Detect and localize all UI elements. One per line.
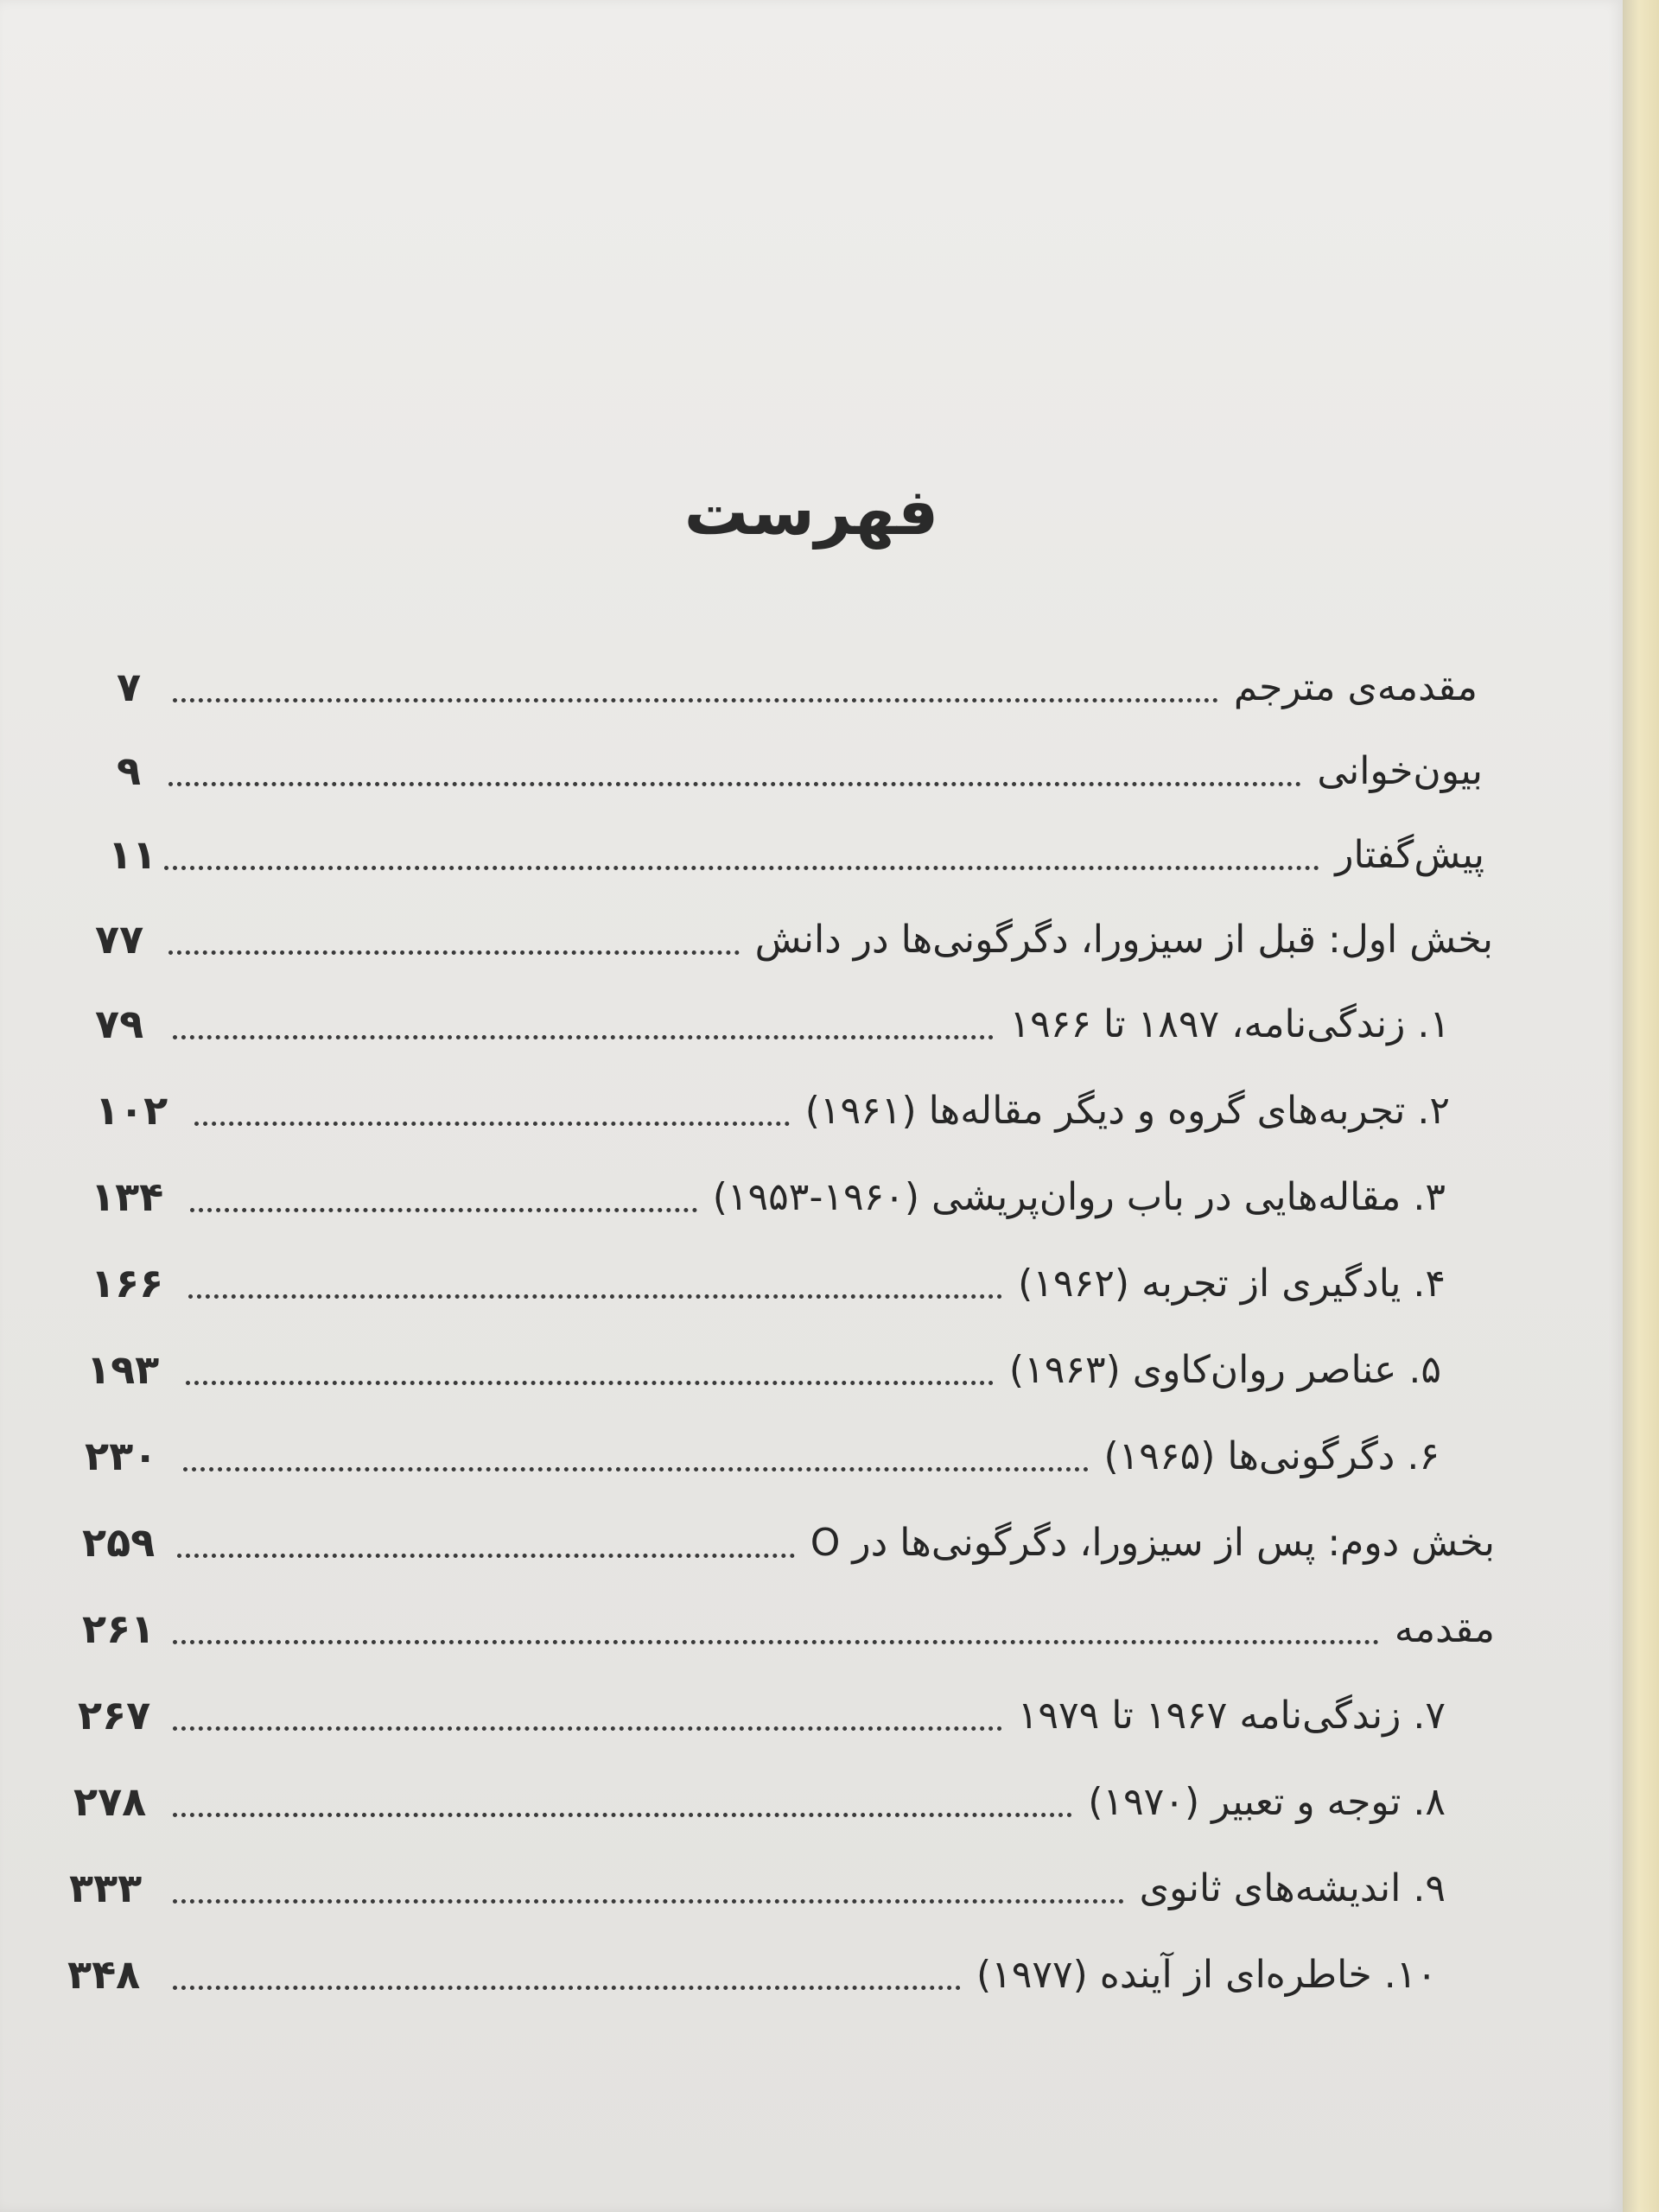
dot-leader (173, 1726, 1002, 1731)
toc-entry-page: ۷ (117, 664, 142, 710)
toc-entry-page: ۱۰۲ (95, 1087, 168, 1134)
dot-leader (164, 866, 1319, 870)
dot-leader (190, 1208, 697, 1212)
toc-entry-page: ۱۹۳ (86, 1346, 160, 1393)
dot-leader (173, 1035, 994, 1039)
toc-entry (0, 1253, 1623, 1331)
toc-entry (0, 657, 1623, 734)
toc-entry-page: ۲۳۰ (85, 1433, 158, 1479)
toc-entry-title: بخش اول: قبل از سیزورا، دگرگونی‌ها در دانش (754, 918, 1493, 962)
toc-entry (0, 1426, 1623, 1503)
toc-entry-title: ۹. اندیشه‌های ثانوی (1139, 1866, 1446, 1910)
toc-entry-title: ۱۰. خاطره‌ای از آینده (۱۹۷۷) (976, 1953, 1437, 1997)
toc-entry (0, 909, 1623, 987)
toc-entry-title: ۶. دگرگونی‌ها (۱۹۶۵) (1103, 1434, 1440, 1478)
toc-entry-title: بخش دوم: پس از سیزورا، دگرگونی‌ها در O (810, 1521, 1495, 1565)
toc-entry-title: بیون‌خوانی (1317, 749, 1483, 793)
dot-leader (173, 1640, 1379, 1644)
dot-leader (188, 1294, 1002, 1299)
page-title: فهرست (683, 474, 939, 550)
toc-entry-title: ۴. یادگیری از تجربه (۱۹۶۲) (1018, 1262, 1446, 1306)
toc-entry (0, 1858, 1623, 1936)
dot-leader (173, 1899, 1124, 1904)
toc-entry (0, 1944, 1623, 2022)
toc-entry-title: مقدمه (1394, 1607, 1495, 1651)
toc-entry-page: ۲۵۹ (82, 1519, 156, 1566)
toc-entry-page: ۲۶۱ (82, 1605, 156, 1652)
toc-entry-page: ۱۶۶ (91, 1260, 164, 1306)
dot-leader (177, 1554, 795, 1558)
toc-entry (0, 1339, 1623, 1417)
dot-leader (183, 1467, 1089, 1471)
dot-leader (173, 698, 1218, 702)
toc-entry (0, 1771, 1623, 1849)
toc-entry-page: ۳۴۸ (67, 1951, 141, 1998)
toc-entry-page: ۱۳۴ (91, 1173, 164, 1220)
dot-leader (194, 1122, 790, 1126)
dot-leader (168, 782, 1301, 786)
dot-leader (173, 1986, 961, 1990)
toc-entry (0, 741, 1623, 818)
toc-entry-title: ۲. تجربه‌های گروه و دیگر مقاله‌ها (۱۹۶۱) (804, 1089, 1450, 1133)
toc-entry (0, 994, 1623, 1071)
toc-entry-title: ۱. زندگی‌نامه، ۱۸۹۷ تا ۱۹۶۶ (1009, 1002, 1450, 1046)
dot-leader (186, 1381, 994, 1385)
toc-entry (0, 824, 1623, 902)
toc-entry (0, 1080, 1623, 1158)
toc-entry-title: ۷. زندگی‌نامه ۱۹۶۷ تا ۱۹۷۹ (1017, 1694, 1446, 1738)
toc-entry-page: ۹ (117, 747, 142, 794)
toc-entry-title: ۵. عناصر روان‌کاوی (۱۹۶۳) (1008, 1348, 1441, 1392)
toc-entry (0, 1512, 1623, 1590)
toc-entry-title: ۳. مقاله‌هایی در باب روان‌پریشی (۱۹۶۰-۱۹۵۳) (712, 1175, 1446, 1219)
toc-entry-page: ۱۱ (108, 831, 157, 878)
toc-entry-title: مقدمه‌ی مترجم (1233, 665, 1478, 709)
toc-entry (0, 1685, 1623, 1763)
toc-entry (0, 1599, 1623, 1676)
toc-entry-page: ۷۹ (95, 1001, 144, 1047)
dot-leader (168, 950, 740, 955)
toc-entry-title: پیش‌گفتار (1335, 833, 1484, 877)
page-edge (1623, 0, 1659, 2212)
toc-entry-page: ۷۷ (95, 916, 144, 963)
toc-entry-title: ۸. توجه و تعبیر (۱۹۷۰) (1088, 1780, 1446, 1824)
toc-entry (0, 1166, 1623, 1244)
dot-leader (173, 1813, 1072, 1817)
toc-entry-page: ۲۷۸ (73, 1778, 147, 1825)
toc-entry-page: ۳۳۳ (69, 1865, 143, 1911)
toc-entry-page: ۲۶۷ (78, 1692, 151, 1738)
